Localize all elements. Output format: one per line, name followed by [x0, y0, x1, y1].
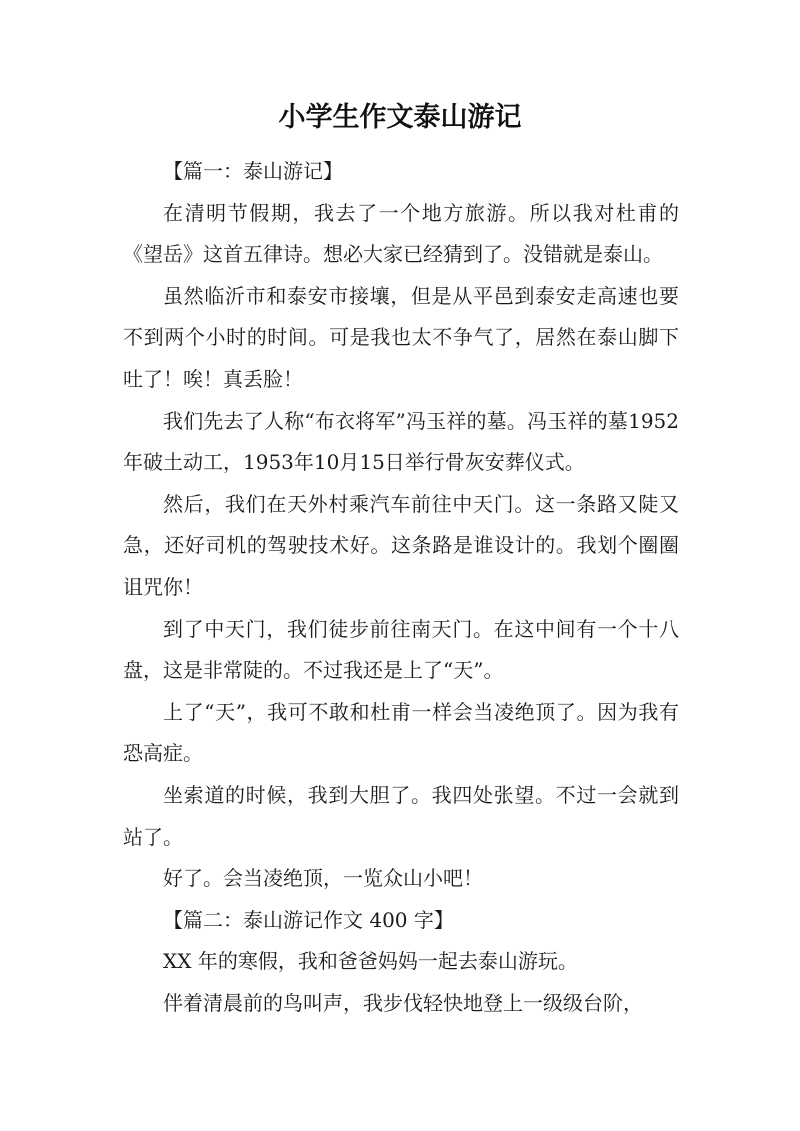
paragraph: 上了“天”，我可不敢和杜甫一样会当凌绝顶了。因为我有恐高症。: [123, 699, 679, 766]
section-heading-2: 【篇二：泰山游记作文 400 字】: [163, 907, 454, 932]
paragraph: 坐索道的时候，我到大胆了。我四处张望。不过一会就到站了。: [123, 782, 679, 849]
paragraph: 到了中天门，我们徒步前往南天门。在这中间有一个十八盘，这是非常陡的。不过我还是上了“天”。: [123, 616, 679, 683]
paragraph: XX 年的寒假，我和爸爸妈妈一起去泰山游玩。: [163, 949, 578, 974]
document-body: [123, 151, 679, 1024]
paragraph: 我们先去了人称“布衣将军”冯玉祥的墓。冯玉祥的墓1952年破土动工，1953年10月15日举行骨灰安葬仪式。: [123, 408, 679, 475]
paragraph: 在清明节假期，我去了一个地方旅游。所以我对杜甫的《望岳》这首五律诗。想必大家已经猜到了。没错就是泰山。: [123, 200, 679, 267]
paragraph: 虽然临沂市和泰安市接壤，但是从平邑到泰安走高速也要不到两个小时的时间。可是我也太不争气了，居然在泰山脚下吐了！唉！真丢脸！: [123, 283, 679, 391]
paragraph: 好了。会当凌绝顶，一览众山小吧！: [163, 866, 483, 891]
section-heading-1: 【篇一：泰山游记】: [163, 159, 343, 183]
paragraph: 伴着清晨前的鸟叫声，我步伐轻快地登上一级级台阶，: [163, 990, 643, 1015]
document-title: 小学生作文泰山游记: [278, 102, 522, 133]
paragraph: 然后，我们在天外村乘汽车前往中天门。这一条路又陡又急，还好司机的驾驶技术好。这条路是谁设计的。我划个圈圈诅咒你！: [123, 491, 679, 599]
